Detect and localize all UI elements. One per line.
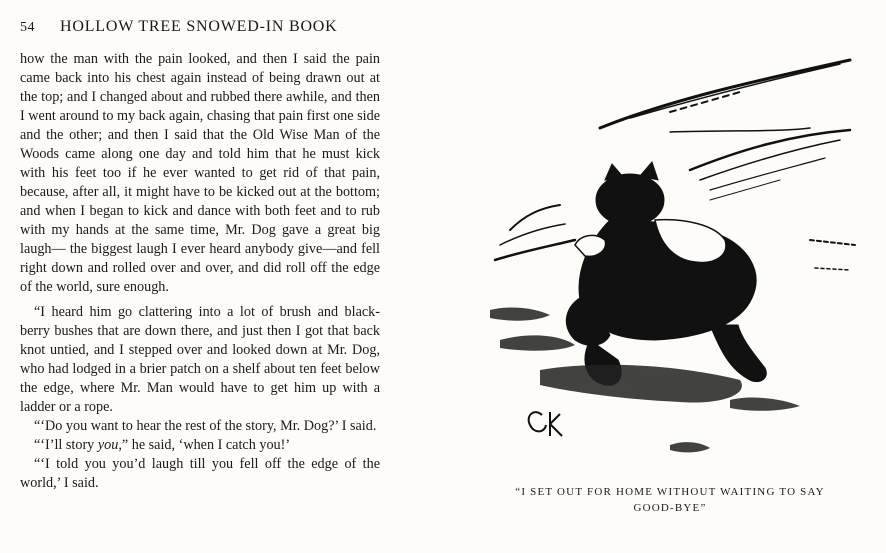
page-number: 54 — [20, 20, 35, 35]
italic-word: you — [97, 437, 119, 453]
text-line: pain came back into his chest again instead of being drawn — [20, 51, 380, 86]
paragraph-2 — [20, 303, 380, 417]
text-line: have to be kicked out at the bottom; and when I began — [20, 184, 380, 219]
text-line: wanted to get rid of that pain, because, after all, it might — [20, 165, 381, 200]
text-line: berry bushes that are down there, and just then I got — [20, 323, 324, 339]
text-line: “I heard him go clattering into a lot of brush and black- — [34, 304, 380, 320]
caption-line: “I SET OUT FOR HOME WITHOUT WAITING TO SAY — [515, 486, 825, 498]
right-page — [470, 0, 886, 553]
text-line: down and rolled over and over, and did roll off the edge — [51, 260, 380, 276]
text-line: of the world, sure enough. — [20, 279, 169, 295]
text-line: awhile, and then I went around to my back again, chasing — [20, 89, 381, 124]
text-line: I said. — [341, 418, 377, 434]
paragraph-3 — [20, 417, 380, 436]
illustration-running-creature — [480, 40, 870, 480]
text-line: him up with a ladder or a rope. — [20, 380, 381, 415]
page-header — [20, 18, 420, 36]
text-line: at Mr. Dog, who had lodged in a brier patch on a shelf about — [20, 342, 380, 377]
text-line: out at the top; and I changed about and rubbed there — [20, 70, 380, 105]
running-title: HOLLOW TREE SNOWED-IN BOOK — [60, 18, 338, 35]
caption-line: GOOD-BYE” — [633, 502, 707, 514]
text-line: how the man with the pain looked, and then I said the — [20, 51, 350, 67]
text-line: ,” he said, ‘when I catch you!’ — [118, 437, 291, 453]
text-line: to kick and dance with both feet and to rub with my — [20, 203, 380, 238]
paragraph-1 — [20, 50, 380, 297]
left-page — [0, 0, 430, 553]
text-line: “‘Do you want to hear the rest of the story, Mr. Dog?’ — [34, 418, 339, 434]
text-line: the biggest laugh I ever heard anybody give—and fell right — [20, 241, 381, 276]
text-line: world,’ I said. — [20, 475, 99, 491]
text-line: hands at the same time, Mr. Dog gave a great big laugh— — [20, 222, 380, 257]
paragraph-4 — [20, 436, 380, 455]
text-line: told him that he must kick with his feet too if he ever — [20, 146, 380, 181]
text-line: that back knot untied, and I stepped over and looked down — [20, 323, 381, 358]
text-line: the Old Wise Man of the Woods came along one day and — [20, 127, 380, 162]
paragraph-5 — [20, 455, 380, 493]
text-line: that pain first one side and the other; and then I said that — [20, 108, 380, 143]
text-line: “‘I’ll story — [34, 437, 98, 453]
text-line: ten feet below the edge, where Mr. Man would have to get — [20, 361, 381, 396]
illustration-caption — [480, 484, 860, 516]
body-text — [20, 50, 380, 493]
text-line: “‘I told you you’d laugh till you fell off the edge of the — [34, 456, 380, 472]
